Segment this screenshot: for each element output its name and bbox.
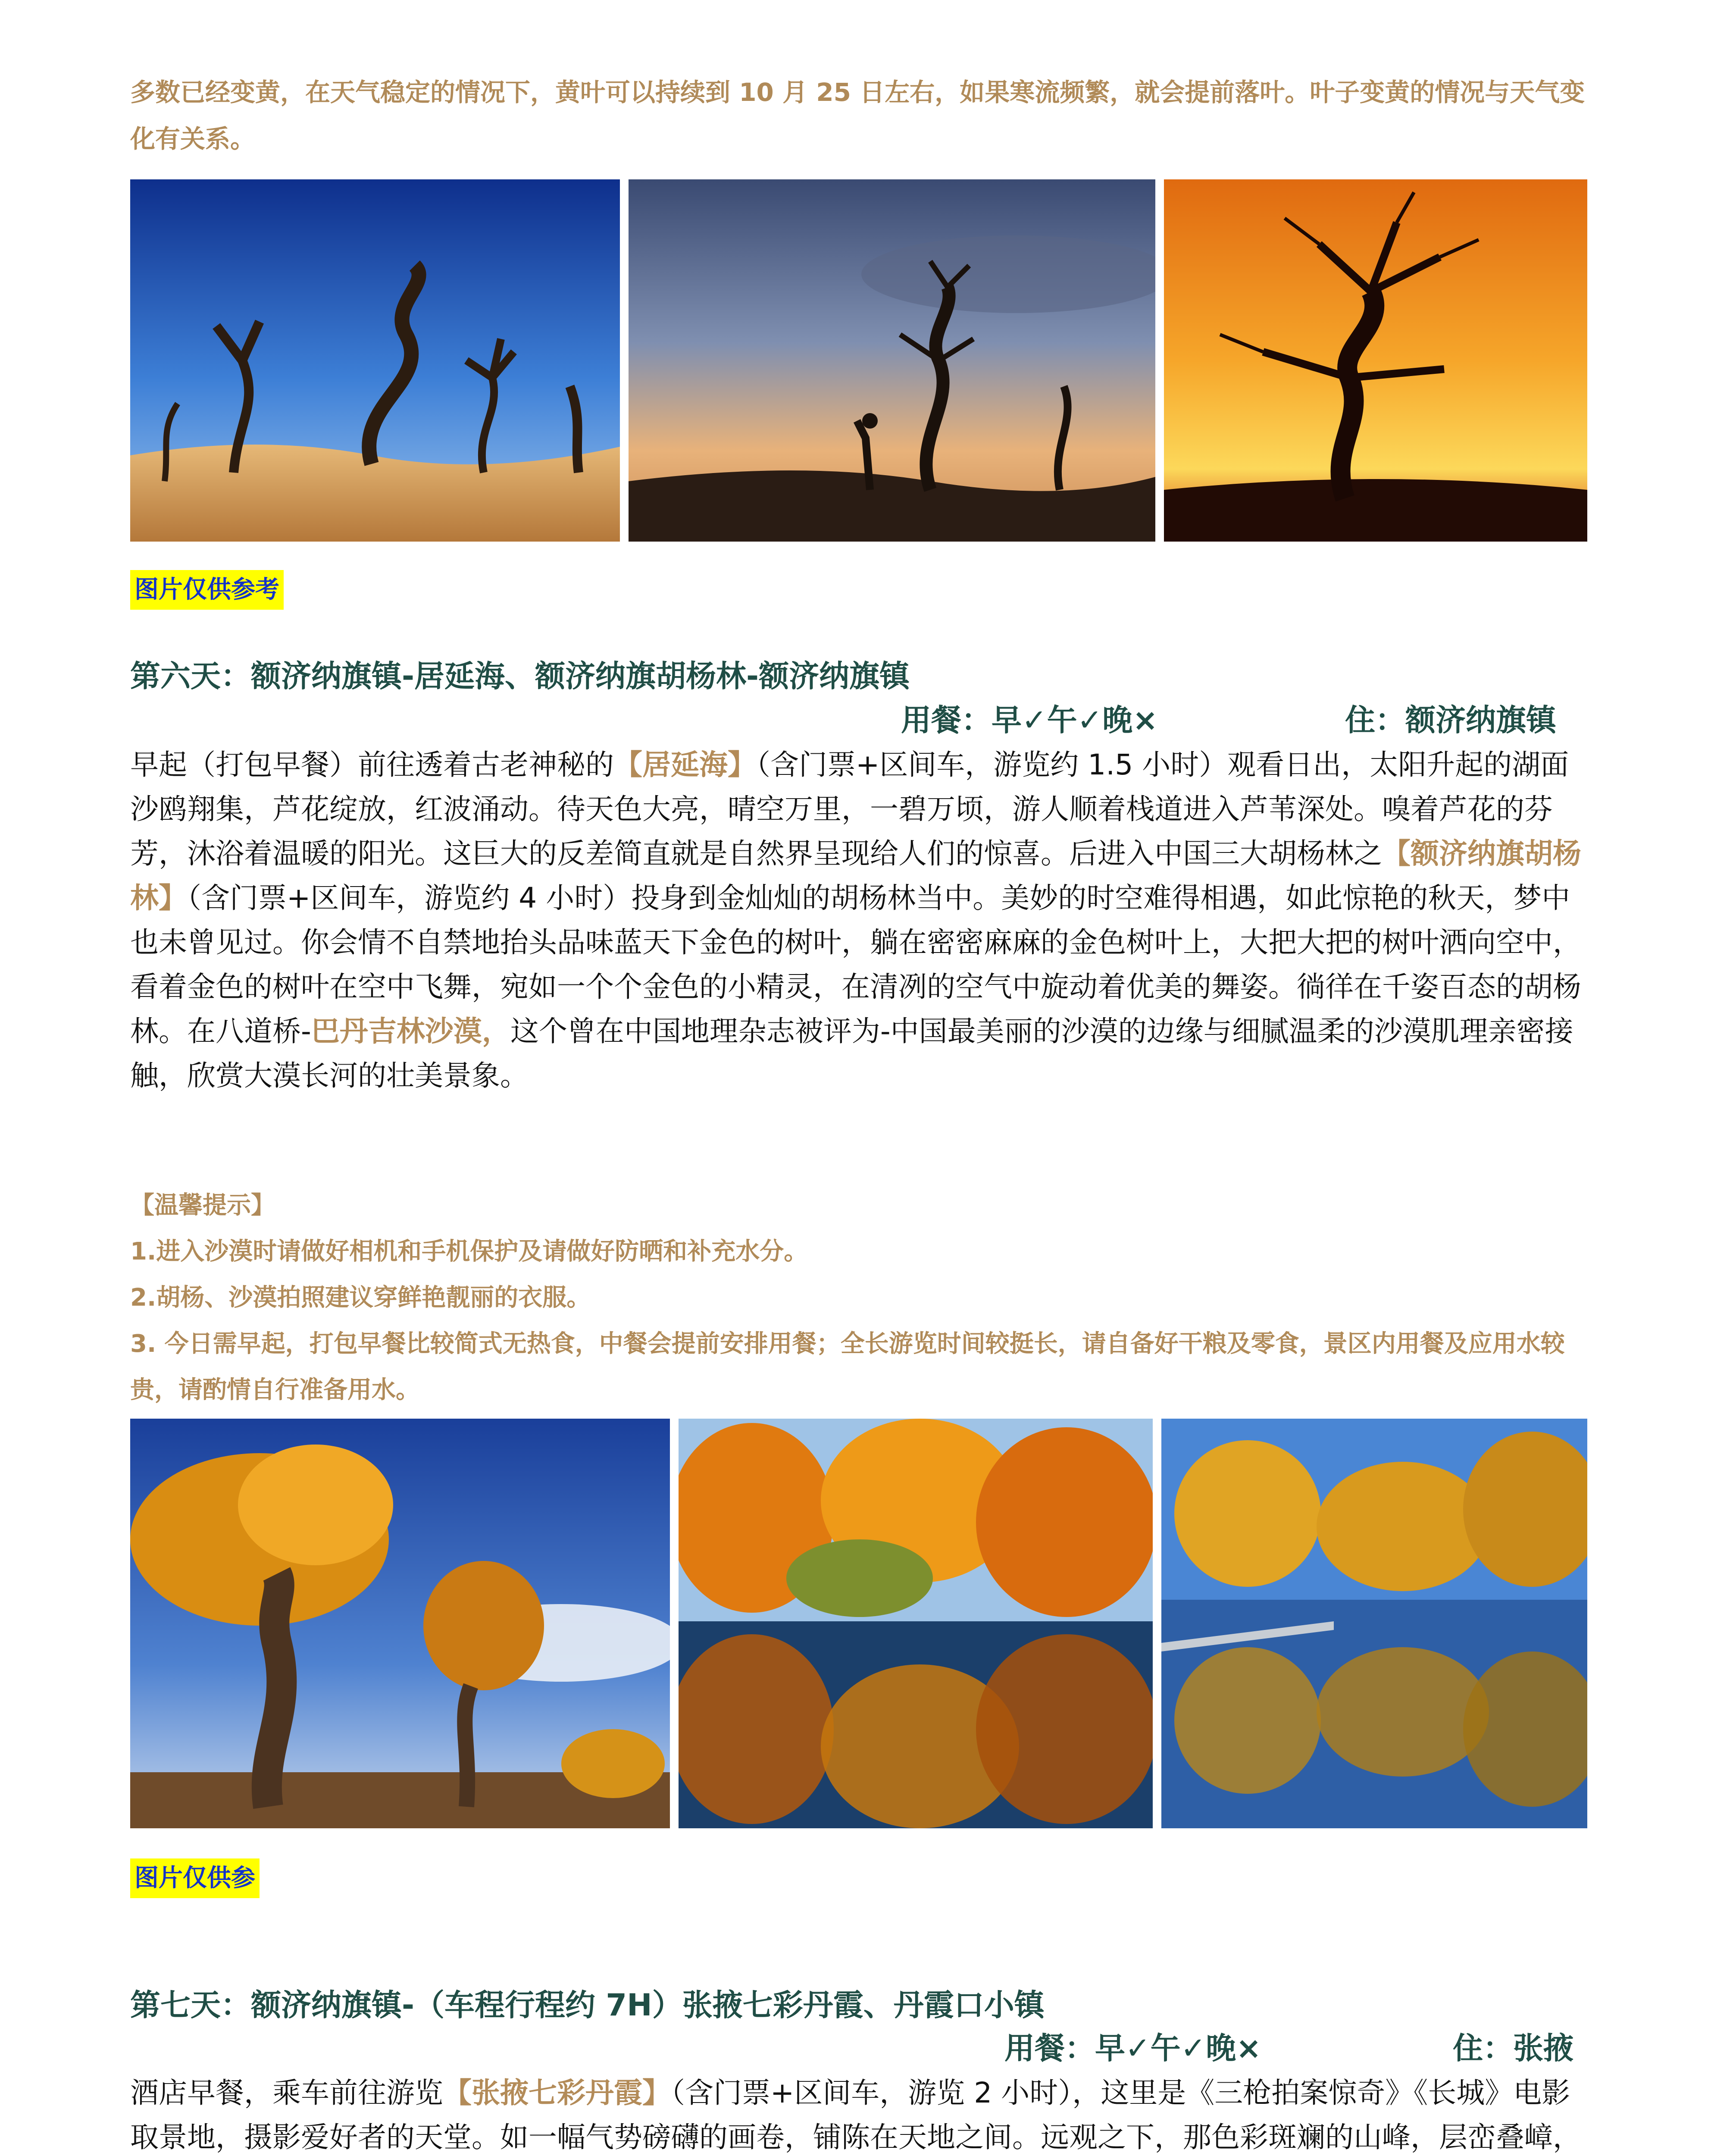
day6-text-2: （含门票+区间车，游览约 1.5 小时）观看日出，太阳升起的湖面沙鸥翔集，芦花绽放，红波涌动。待天色大亮，晴空万里，一碧万顷，游人顺着栈道进入芦苇深处。嗅着芦花的芬芳，沐浴着温暖的阳光。这巨大的反差简直就是自然界呈现给人们的惊喜。后进入中国三大胡杨林之 — [130, 748, 1569, 870]
photo-autumn-poplar-sky — [130, 1419, 670, 1828]
day7-meals: 用餐：早✓午✓晚× — [1004, 2031, 1261, 2066]
tip-item: 3. 今日需早起，打包早餐比较简式无热食，中餐会提前安排用餐；全长游览时间较挺长，请自备好干粮及零食，景区内用餐及应用水较贵，请酌情自行准备用水。 — [130, 1330, 1565, 1404]
day7-text-2: （含门票+区间车，游览 2 小时），这里是《三枪拍案惊奇》《长城》电影取景地，摄影爱好者的天堂。如一幅气势磅礴的画卷，铺陈在天地之间。远观之下，那色彩斑斓的山峰，层峦叠嶂， — [130, 2076, 1581, 2154]
tip-item: 2.胡杨、沙漠拍照建议穿鲜艳靓丽的衣服。 — [130, 1284, 591, 1312]
photo-autumn-lake-reflection — [679, 1419, 1153, 1828]
day6-stay: 住：额济纳旗镇 — [1345, 702, 1556, 738]
day6-spot-juyanhai: 【居延海】 — [614, 748, 756, 781]
photo-desert-dusk — [629, 179, 1155, 542]
intro-note: 多数已经变黄，在天气稳定的情况下，黄叶可以持续到 10 月 25 日左右，如果寒流频繁，就会提前落叶。叶子变黄的情况与天气变化有关系。 — [130, 78, 1585, 154]
photo-caption-1: 图片仅供参考 — [130, 570, 284, 610]
day6-text-3: （含门票+区间车，游览约 4 小时）投身到金灿灿的胡杨林当中。美妙的时空难得相遇，如此惊艳的秋天，梦中也未曾见过。你会情不自禁地抬头品味蓝天下金色的树叶，躺在密密麻麻的金色树叶上，大把大把的树叶洒向空中，看着金色的树叶在空中飞舞，宛如一个个金色的小精灵，在清冽的空气中旋动着优美的舞姿。徜徉在千姿百态的胡杨林。在八道桥- — [130, 881, 1581, 1048]
day6-description — [130, 743, 1587, 1098]
tip-item: 1.进入沙漠时请做好相机和手机保护及请做好防晒和补充水分。 — [130, 1238, 808, 1266]
photo-desert-sunset — [1164, 179, 1587, 542]
tips-header: 【温馨提示】 — [130, 1191, 275, 1219]
day7-spot-danxia: 【张掖七彩丹霞】 — [443, 2076, 671, 2109]
photo-row-autumn — [130, 1419, 1587, 1828]
day7-title: 第七天：额济纳旗镇-（车程行程约 7H）张掖七彩丹霞、丹霞口小镇 — [130, 1987, 1045, 2023]
photo-autumn-bridge — [1161, 1419, 1587, 1828]
day6-title: 第六天：额济纳旗镇-居延海、额济纳旗胡杨林-额济纳旗镇 — [130, 658, 910, 694]
photo-row-desert — [130, 179, 1587, 542]
day6-text-4: 这个曾在中国地理杂志被评为-中国最美丽的沙漠的边缘与细腻温柔的沙漠肌理亲密接触，欣赏大漠长河的壮美景象。 — [130, 1015, 1573, 1092]
day6-spot-populus-forest: 【额济纳旗胡杨林】 — [130, 837, 1581, 915]
photo-desert-blue-sky — [130, 179, 620, 542]
day6-spot-badain-jaran: 巴丹吉林沙漠， — [311, 1015, 510, 1048]
day6-text-1: 早起（打包早餐）前往透着古老神秘的 — [130, 748, 614, 781]
day6-meals: 用餐：早✓午✓晚× — [901, 702, 1158, 738]
tips-block — [130, 1182, 1587, 1413]
day7-stay: 住：张掖 — [1453, 2031, 1573, 2066]
photo-caption-2: 图片仅供参 — [130, 1858, 260, 1898]
day7-text-1: 酒店早餐，乘车前往游览 — [130, 2076, 443, 2109]
day7-description — [130, 2071, 1587, 2156]
